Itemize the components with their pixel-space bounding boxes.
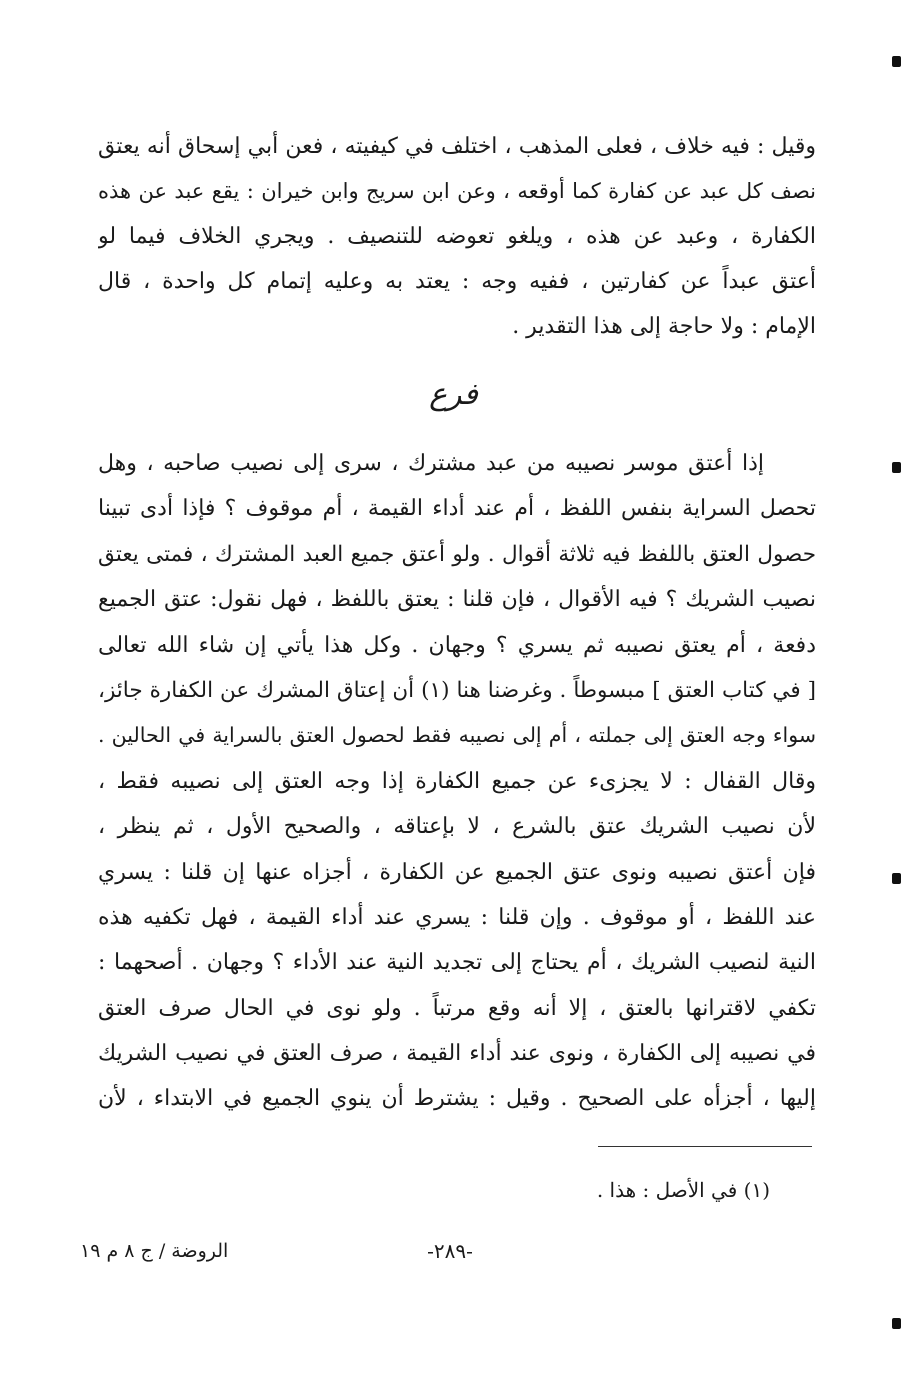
text-line: إذا أعتق موسر نصيبه من عبد مشترك ، سرى إلى نصيب صاحبه ، وهل xyxy=(98,451,764,476)
paragraph-2 xyxy=(98,441,816,1122)
text-line: حصول العتق باللفظ فيه ثلاثة أقوال . ولو أعتق جميع العبد المشترك ، فمتى يعتق xyxy=(98,541,816,567)
text-line: لأن نصيب الشريك عتق بالشرع ، لا بإعتاقه ، والصحيح الأول ، ثم ينظر ، xyxy=(98,814,816,840)
margin-mark xyxy=(892,1318,901,1329)
page-number: -٢٨٩- xyxy=(427,1239,473,1263)
footnote-divider xyxy=(598,1146,812,1147)
text-line: دفعة ، أم يعتق نصيبه ثم يسري ؟ وجهان . وكل هذا يأتي إن شاء الله تعالى xyxy=(98,632,816,658)
text-line: [ في كتاب العتق ] مبسوطاً . وغرضنا هنا (١) أن إعتاق المشرك عن الكفارة جائز، xyxy=(98,677,816,703)
text-line: نصف كل عبد عن كفارة كما أوقعه ، وعن ابن سريج وابن خيران : يقع عبد عن هذه xyxy=(98,179,816,203)
text-line: تكفي لاقترانها بالعتق ، إلا أنه وقع مرتباً . ولو نوى في الحال صرف العتق xyxy=(98,995,816,1021)
text-line: عند اللفظ ، أو موقوف . وإن قلنا : يسري عند أداء القيمة ، فهل تكفيه هذه xyxy=(98,904,816,930)
text-line: أعتق عبداً عن كفارتين ، ففيه وجه : يعتد به وعليه إتمام كل واحدة ، قال xyxy=(98,269,816,294)
text-line: إليها ، أجزأه على الصحيح . وقيل : يشترط أن ينوي الجميع في الابتداء ، لأن xyxy=(98,1086,816,1112)
text-line: وقال القفال : لا يجزىء عن جميع الكفارة إذا وجه العتق إلى نصيبه فقط ، xyxy=(98,768,816,794)
text-line: الكفارة ، وعبد عن هذه ، ويلغو تعوضه للتنصيف . ويجري الخلاف فيما لو xyxy=(98,224,816,249)
text-line: النية لنصيب الشريك ، أم يحتاج إلى تجديد النية عند الأداء ؟ وجهان . أصحهما : xyxy=(98,950,816,976)
section-heading: فرع xyxy=(429,377,478,412)
margin-mark xyxy=(892,462,901,473)
text-line: في نصيبه إلى الكفارة ، ونوى عند أداء القيمة ، صرف العتق في نصيب الشريك xyxy=(98,1041,816,1067)
footnote: (١) في الأصل : هذا . xyxy=(596,1178,770,1202)
paragraph-1 xyxy=(98,124,816,349)
text-line: تحصل السراية بنفس اللفظ ، أم عند أداء القيمة ، أم موقوف ؟ فإذا أدى تبينا xyxy=(98,496,816,522)
text-line: وقيل : فيه خلاف ، فعلى المذهب ، اختلف في كيفيته ، فعن أبي إسحاق أنه يعتق xyxy=(98,134,816,159)
margin-mark xyxy=(892,56,901,67)
margin-mark xyxy=(892,873,901,884)
text-line: سواء وجه العتق إلى جملته ، أم إلى نصيبه فقط لحصول العتق بالسراية في الحالين . xyxy=(98,723,816,748)
text-line: نصيب الشريك ؟ فيه الأقوال ، فإن قلنا : يعتق باللفظ ، فهل نقول: عتق الجميع xyxy=(98,587,816,613)
text-line: فإن أعتق نصيبه ونوى عتق الجميع عن الكفارة ، أجزاه عنها إن قلنا : يسري xyxy=(98,859,816,885)
printer-signature: الروضة / ج ٨ م ١٩ xyxy=(80,1240,229,1262)
text-line: الإمام : ولا حاجة إلى هذا التقدير . xyxy=(512,314,816,339)
